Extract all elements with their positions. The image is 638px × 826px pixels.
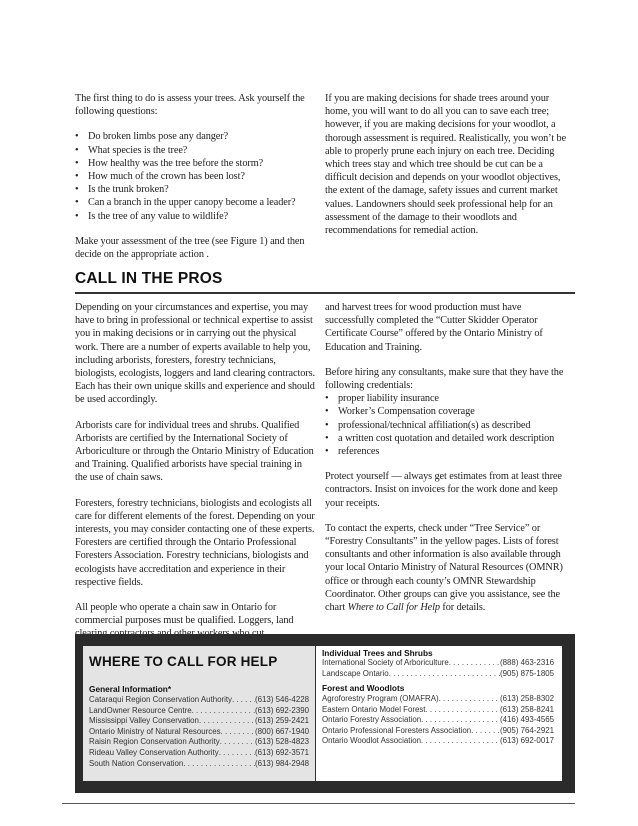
contact-name: Agroforestry Program (OMAFRA) (322, 694, 439, 703)
contact-text-end: for details. (439, 602, 486, 614)
contact-entry (322, 736, 554, 747)
contact-name: Ontario Ministry of Natural Resources (89, 726, 221, 736)
contact-name: Raisin Region Conservation Authority (89, 737, 220, 747)
contact-entry (322, 705, 554, 716)
contact-phone: (416) 493-4565 (500, 715, 554, 725)
help-box (75, 634, 575, 793)
body-paragraph: Arborists care for individual trees and shrubs. Qualified Arborists are certified by the International Society of Arboriculture or through the Ontario Ministry of Education and Training. Qualified arborists have special training in the use of chain saws. (75, 419, 314, 484)
trees-label: Individual Trees and Shrubs (322, 648, 433, 658)
credential-item: • a written cost quotation and detailed work description (325, 432, 570, 445)
question-item: • What species is the tree? (75, 144, 315, 157)
intro-left-column (75, 92, 315, 273)
contact-name: Ontario Woodlot Association (322, 736, 421, 746)
intro-paragraph: The first thing to do is assess your trees. Ask yourself the following questions: (75, 93, 305, 118)
contact-entry (322, 726, 554, 737)
credential-item: • proper liability insurance (325, 392, 570, 405)
assessment-question-list (75, 130, 315, 222)
contact-entry (89, 737, 309, 748)
chart-reference: Where to Call for Help (347, 602, 440, 614)
question-item: • Is the tree of any value to wildlife? (75, 210, 315, 223)
general-info-list (89, 695, 309, 769)
question-item: • How much of the crown has been lost? (75, 170, 315, 183)
contact-phone: (613) 692-3571 (255, 747, 309, 757)
credential-item: • Worker’s Compensation coverage (325, 405, 570, 418)
dot-leader (199, 716, 255, 727)
dot-leader (471, 726, 500, 737)
section-heading: CALL IN THE PROS (75, 270, 223, 287)
contact-phone: (613) 692-2390 (255, 705, 309, 715)
contact-name: Cataraqui Region Conservation Authority (89, 695, 232, 704)
section-divider (75, 292, 575, 294)
dot-leader (449, 658, 500, 669)
intro-paragraph: If you are making decisions for shade trees around your home, you will want to do all you can to save each tree; however, if you are making decisions for your woodlot, a thorough assessment is required. Realistically, you won’t be able to properly prune each injury on each tree. Deciding which trees stay and which tree should be cut can be a difficult decision and depends on your woodlot objectives, the extent of the damage, safety issues and current market values. Landowners should seek professional help for an assessment of the damage to their woodlots and recommendations for remedial action. (325, 93, 567, 237)
body-paragraph: Protect yourself — always get estimates from at least three contractors. Insist on invoices for the work done and keep your receipts. (325, 471, 562, 509)
contact-phone: (613) 984-2948 (255, 758, 309, 768)
contact-name: Mississippi Valley Conservation (89, 716, 199, 726)
contact-phone: (800) 667-1940 (255, 726, 309, 736)
contact-entry (322, 694, 554, 705)
contact-entry (322, 715, 554, 726)
contact-entry (89, 706, 309, 717)
help-right-panel (316, 646, 562, 781)
body-paragraph: Before hiring any consultants, make sure that they have the following credentials: (325, 366, 564, 392)
body-paragraph: Foresters, forestry technicians, biologists and ecologists all care for different elements of the forest. Depending on your interests, you may consider contacting one of these experts. Foresters are certified through the Ontario Professional Foresters Association. Forestry technicians, biologists and ecologists have accreditation and experience in their respective fields. (75, 497, 315, 588)
bottom-divider (62, 803, 575, 804)
dot-leader (232, 695, 255, 706)
contact-entry (322, 658, 554, 669)
contact-name: International Society of Arboriculture (322, 658, 449, 667)
dot-leader (183, 759, 255, 770)
contact-name: South Nation Conservation (89, 758, 184, 768)
dot-leader (219, 748, 255, 759)
question-item: • Is the trunk broken? (75, 183, 315, 196)
dot-leader (220, 737, 255, 748)
contact-phone: (613) 528-4823 (255, 737, 309, 747)
contact-name: Rideau Valley Conservation Authority (89, 747, 219, 757)
credential-item: • professional/technical affiliation(s) as described (325, 419, 570, 432)
dot-leader (192, 706, 255, 717)
contact-name: Ontario Professional Foresters Association (322, 725, 472, 735)
credentials-list (325, 392, 570, 458)
contact-phone: (888) 463-2316 (500, 658, 554, 667)
contact-entry (89, 727, 309, 738)
pros-left-column (75, 301, 315, 653)
contact-entry (322, 669, 554, 680)
forest-list (322, 694, 554, 747)
contact-name: LandOwner Resource Centre (89, 705, 192, 715)
contact-name: Ontario Forestry Association (322, 715, 422, 725)
contact-phone: (613) 692-0017 (500, 736, 554, 746)
body-paragraph (325, 522, 570, 614)
pros-right-column (325, 301, 570, 626)
dot-leader (426, 705, 501, 716)
question-item: • Do broken limbs pose any danger? (75, 130, 315, 143)
contact-name: Landscape Ontario (322, 668, 389, 678)
contact-phone: (613) 258-8241 (500, 704, 554, 714)
general-info-label: General Information* (89, 684, 172, 694)
contact-phone: (613) 546-4228 (255, 695, 309, 704)
contact-phone: (613) 258-8302 (500, 694, 554, 703)
intro-right-column (325, 92, 570, 249)
contact-phone: (613) 259-2421 (255, 716, 309, 726)
contact-phone: (905) 764-2921 (500, 725, 554, 735)
help-left-panel (83, 646, 316, 781)
dot-leader (421, 715, 500, 726)
dot-leader (439, 694, 500, 705)
dot-leader (389, 669, 500, 680)
forest-label: Forest and Woodlots (322, 683, 405, 693)
contact-entry (89, 716, 309, 727)
trees-list (322, 658, 554, 679)
credential-item: • references (325, 445, 570, 458)
body-paragraph: Depending on your circumstances and expertise, you may have to bring in professional or technical expertise to assist you in making decisions or in carrying out the physical work. There are a number of experts available to help you, including arborists, foresters, forestry technicians, biologists, ecologists, loggers and land clearing contractors. Each has their own unique skills and experience and should be used accordingly. (75, 302, 316, 406)
intro-paragraph: Make your assessment of the tree (see Figure 1) and then decide on the appropriate action . (75, 235, 305, 261)
body-paragraph: and harvest trees for wood production must have successfully completed the “Cutter Skidder Operator Certificate Course” offered by the Ontario Ministry of Education and Training. (325, 302, 543, 353)
contact-entry (89, 759, 309, 770)
contact-text: To contact the experts, check under “Tree Service” or “Forestry Consultants” in the yellow pages. Lists of forest consultants and other information is also available through your local Ontario Ministry of Natural Resources (OMNR) office or through each county’s OMNR Stewardship Coordinator. Other groups can give you assistance, see the chart (325, 522, 563, 614)
contact-name: Eastern Ontario Model Forest (322, 704, 426, 714)
question-item: • How healthy was the tree before the storm? (75, 157, 315, 170)
body-paragraph: All people who operate a chain saw in Ontario for commercial purposes must be qualified. Loggers, land (75, 602, 294, 627)
help-title: WHERE TO CALL FOR HELP (89, 654, 278, 669)
contact-entry (89, 748, 309, 759)
contact-entry (89, 695, 309, 706)
contact-phone: (905) 875-1805 (500, 668, 554, 678)
dot-leader (221, 727, 255, 738)
dot-leader (421, 736, 500, 747)
help-box-inner (83, 646, 562, 781)
question-item: • Can a branch in the upper canopy become a leader? (75, 196, 315, 209)
